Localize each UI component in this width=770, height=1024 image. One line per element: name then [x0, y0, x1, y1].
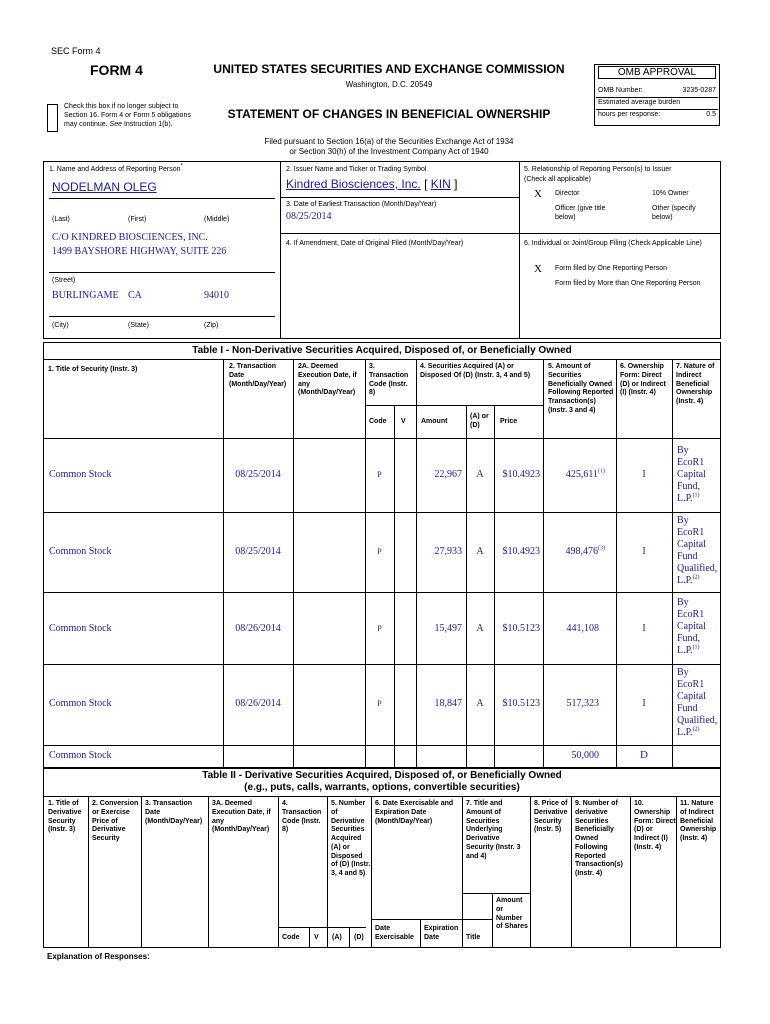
t1-r1-owned: 425,611$^{(1)}$	[565, 468, 605, 480]
table-1-title: Table I - Non-Derivative Securities Acquired, Disposed of, or Beneficially Owned	[192, 345, 572, 356]
location: Washington, D.C. 20549	[345, 80, 433, 89]
t1-v: V	[401, 418, 406, 425]
t1-r3-form: I	[642, 623, 646, 634]
t1-r4-amount: 18,847	[434, 698, 462, 709]
table-2-title: Table II - Derivative Securities Acquired, Disposed of, or Beneficially Owned	[202, 770, 562, 781]
t2-h11: 11. Nature of Indirect Beneficial Ownership (Instr. 4)	[680, 800, 717, 842]
t1-r4-date: 08/26/2014	[235, 698, 281, 709]
t1-r3-code: P	[377, 624, 382, 633]
t1-r4-form: I	[642, 698, 646, 709]
t2-date-ex: Date Exercisable	[375, 925, 414, 941]
t2-h8: 8. Price of Derivative Security (Instr. 5)	[534, 800, 568, 834]
t1-r2-owned: 498,476$^{(3)}$	[565, 545, 605, 557]
t1-r5-form: D	[640, 749, 648, 761]
t1-h4: 4. Securities Acquired (A) or Disposed Of (D) (Instr. 3, 4 and 5)	[420, 363, 531, 379]
t1-r2-form: I	[642, 546, 646, 557]
zip: 94010	[204, 290, 229, 301]
t1-h1: 1. Title of Security (Instr. 3)	[48, 366, 138, 373]
t1-r2-title: Common Stock	[49, 546, 112, 557]
t2-title: Title	[466, 934, 481, 941]
t1-r2-amount: 27,933	[434, 546, 462, 557]
t1-r4-ad: A	[476, 698, 484, 709]
t1-h2a: 2A. Deemed Execution Date, if any (Month/Day/Year)	[298, 363, 357, 397]
t1-r1-amount: 22,967	[434, 469, 462, 480]
filed-line-2: or Section 30(h) of the Investment Company Act of 1940	[289, 147, 489, 156]
form-title: FORM 4	[90, 62, 143, 78]
t2-h3: 3. Transaction Date (Month/Day/Year)	[145, 800, 203, 825]
omb-number-label: OMB Number:	[598, 87, 643, 94]
other-label: Other (specify below)	[652, 205, 696, 221]
t1-r1-price: $10.4923	[502, 469, 540, 480]
t1-r1-code: P	[377, 470, 382, 479]
issuer-name[interactable]: Kindred Biosciences, Inc.	[286, 177, 421, 191]
t1-h3: 3. Transaction Code (Instr. 8)	[369, 363, 409, 397]
t1-r3-owned: 441,108	[566, 623, 599, 634]
no-longer-subject-checkbox[interactable]	[47, 104, 58, 132]
filed-line-1: Filed pursuant to Section 16(a) of the Securities Exchange Act of 1934	[264, 137, 514, 146]
t1-h2: 2. Transaction Date (Month/Day/Year)	[229, 363, 287, 388]
statement-title: STATEMENT OF CHANGES IN BENEFICIAL OWNERSHIP	[227, 107, 551, 121]
first-label: (First)	[128, 216, 147, 223]
commission-title: UNITED STATES SECURITIES AND EXCHANGE COMMISSION	[213, 62, 565, 76]
one-person-label: Form filed by One Reporting Person	[555, 265, 668, 272]
t1-r1-form: I	[642, 469, 646, 480]
more-persons-label: Form filed by More than One Reporting Person	[555, 280, 701, 287]
omb-title: OMB APPROVAL	[598, 66, 716, 79]
t1-r1-nature: By EcoR1 Capital Fund, L.P.$^{(1)}$	[677, 445, 706, 504]
t1-r1-date: 08/25/2014	[235, 469, 281, 480]
street-label: (Street)	[52, 277, 76, 284]
relationship-sub: (Check all applicable)	[524, 176, 591, 183]
t1-ad: (A) or (D)	[470, 413, 489, 429]
amendment-label: 4. If Amendment, Date of Original Filed (Month/Day/Year)	[286, 240, 464, 247]
sec-form-label: SEC Form 4	[51, 46, 101, 56]
table-2-subtitle: (e.g., puts, calls, warrants, options, convertible securities)	[244, 782, 520, 793]
t1-price: Price	[500, 418, 518, 425]
t1-r1-ad: A	[476, 469, 484, 480]
t2-amount-shares: Amount or Number of Shares	[496, 897, 528, 931]
t1-h7: 7. Nature of Indirect Beneficial Ownership (Instr. 4)	[676, 363, 715, 405]
relationship-label: 5. Relationship of Reporting Person(s) to Issuer	[524, 166, 672, 173]
t2-h1: 1. Title of Derivative Security (Instr. 3)	[48, 800, 82, 834]
address-line-2: 1499 BAYSHORE HIGHWAY, SUITE 226	[52, 246, 227, 257]
earliest-date: 08/25/2014	[286, 211, 332, 222]
t1-r2-nature: By EcoR1 Capital Fund Qualified, L.P.$^{(2)}$	[677, 515, 718, 586]
ten-percent-owner-label: 10% Owner	[652, 190, 689, 197]
t1-amount: Amount	[421, 418, 448, 425]
t1-r4-code: P	[377, 699, 382, 708]
t1-r4-title: Common Stock	[49, 698, 112, 709]
t1-h5: 5. Amount of Securities Beneficially Owned Following Reported Transaction(s) (Instr. 3 and 4)	[548, 363, 614, 414]
omb-number: 3235-0287	[682, 87, 716, 94]
t1-r3-ad: A	[476, 623, 484, 634]
city: BURLINGAME	[52, 290, 119, 301]
earliest-date-label: 3. Date of Earliest Transaction (Month/Day/Year)	[286, 201, 437, 208]
t2-v: V	[314, 934, 319, 941]
t1-r3-amount: 15,497	[434, 623, 462, 634]
reporting-person-label: 1. Name and Address of Reporting Person*	[49, 163, 183, 173]
reporting-person-name[interactable]: NODELMAN OLEG	[52, 180, 157, 194]
t2-h2: 2. Conversion or Exercise Price of Derivative Security	[92, 800, 139, 842]
t1-r3-price: $10.5123	[502, 623, 540, 634]
city-label: (City)	[52, 322, 69, 329]
t1-r2-price: $10.4923	[502, 546, 540, 557]
t1-r3-date: 08/26/2014	[235, 623, 281, 634]
state: CA	[128, 290, 142, 301]
issuer-ticker[interactable]: KIN	[430, 177, 451, 191]
filing-label: 6. Individual or Joint/Group Filing (Check Applicable Line)	[524, 240, 702, 247]
t2-h10: 10. Ownership Form: Direct (D) or Indirect (I) (Instr. 4)	[634, 800, 676, 851]
last-label: (Last)	[52, 216, 70, 223]
t2-h4: 4. Transaction Code (Instr. 8)	[282, 800, 322, 834]
one-person-mark[interactable]: X	[534, 263, 542, 275]
officer-label: Officer (give title below)	[555, 205, 606, 221]
t1-r4-owned: 517,323	[566, 698, 599, 709]
checkbox-note: Check this box if no longer subject to Section 16. Form 4 or Form 5 obligations may continue. See Instruction 1(b).	[64, 103, 191, 128]
t2-a: (A)	[332, 934, 342, 941]
zip-label: (Zip)	[204, 322, 219, 329]
t1-r3-title: Common Stock	[49, 623, 112, 634]
t2-h5: 5. Number of Derivative Securities Acquired (A) or Disposed of (D) (Instr. 3, 4 and 5)	[331, 800, 371, 877]
director-label: Director	[555, 190, 580, 197]
t1-code: Code	[369, 418, 387, 425]
t1-r5-owned: 50,000	[571, 750, 599, 761]
address-line-1: C/O KINDRED BIOSCIENCES, INC.	[52, 232, 208, 243]
t1-r3-nature: By EcoR1 Capital Fund, L.P.$^{(1)}$	[677, 597, 706, 656]
t1-r2-date: 08/25/2014	[235, 546, 281, 557]
omb-hours-label: hours per response:	[598, 111, 661, 118]
t2-h7: 7. Title and Amount of Securities Underlying Derivative Security (Instr. 3 and 4)	[466, 800, 521, 860]
t2-h9: 9. Number of derivative Securities Beneficially Owned Following Reported Transaction(s) (Instr. 4)	[575, 800, 623, 877]
t2-exp: Expiration Date	[424, 925, 459, 941]
t1-r4-nature: By EcoR1 Capital Fund Qualified, L.P.$^{(2)}$	[677, 667, 718, 738]
omb-burden-label: Estimated average burden	[598, 99, 681, 106]
omb-hours: 0.5	[706, 111, 716, 118]
issuer-label: 2. Issuer Name and Ticker or Trading Symbol	[286, 166, 427, 173]
t1-r2-code: P	[377, 547, 382, 556]
t2-h6: 6. Date Exercisable and Expiration Date (Month/Day/Year)	[375, 800, 454, 825]
t1-r4-price: $10.5123	[502, 698, 540, 709]
explanation-label: Explanation of Responses:	[47, 952, 150, 961]
state-label: (State)	[128, 322, 150, 329]
t2-h3a: 3A. Deemed Execution Date, if any (Month/Day/Year)	[212, 800, 271, 834]
t1-h6: 6. Ownership Form: Direct (D) or Indirect (I) (Instr. 4)	[620, 363, 666, 397]
director-mark[interactable]: X	[534, 188, 542, 200]
t1-r5-title: Common Stock	[49, 750, 112, 761]
t1-r2-ad: A	[476, 546, 484, 557]
t2-d: (D)	[354, 934, 364, 941]
t2-code: Code	[282, 934, 300, 941]
issuer-line: Kindred Biosciences, Inc. [ KIN ]	[286, 177, 458, 191]
t1-r1-title: Common Stock	[49, 469, 112, 480]
middle-label: (Middle)	[204, 216, 230, 223]
